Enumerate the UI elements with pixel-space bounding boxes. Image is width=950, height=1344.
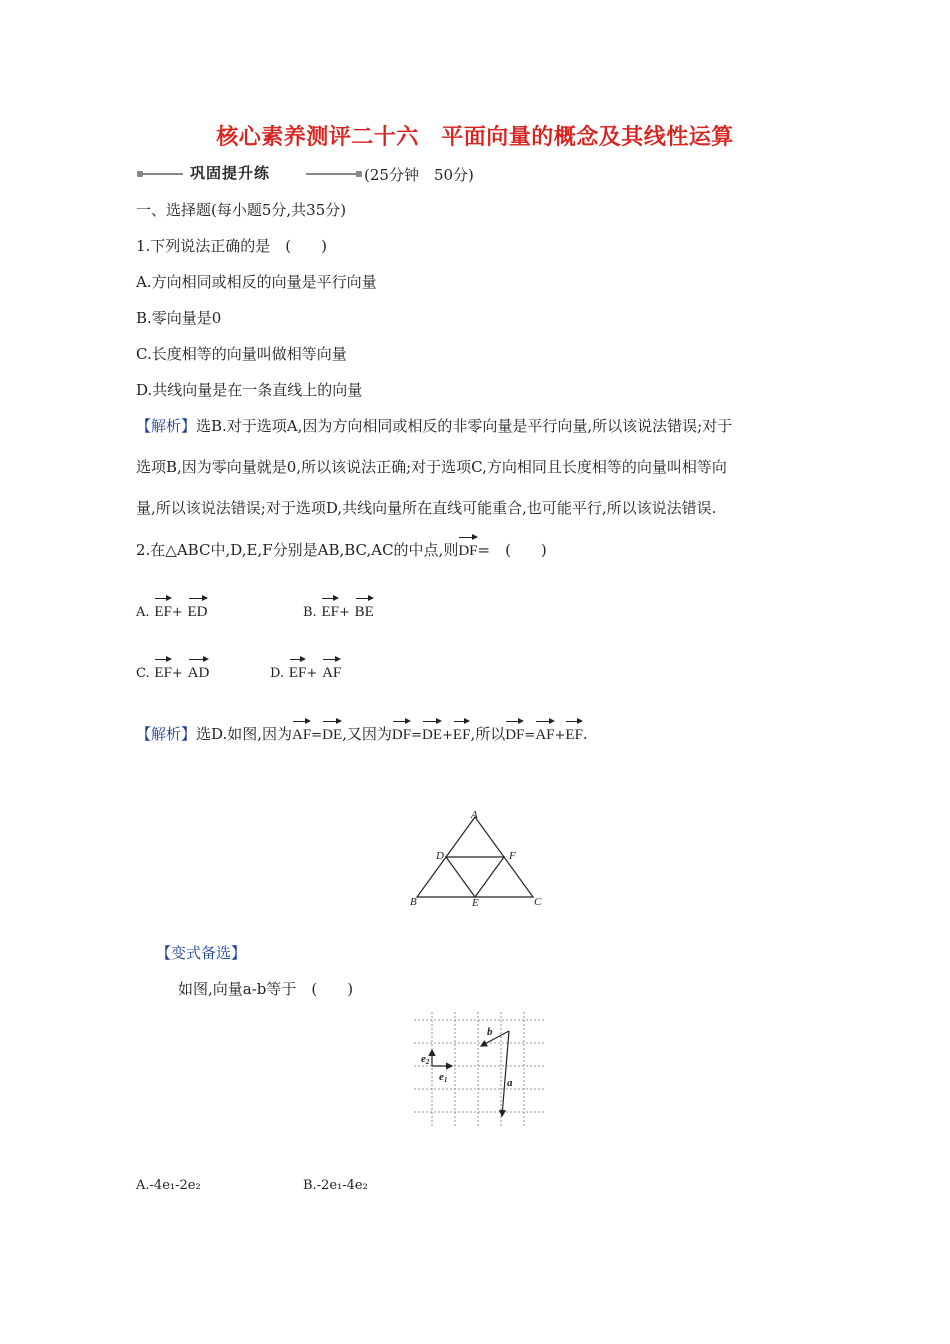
grid-lines bbox=[414, 1012, 546, 1128]
part-heading: 一、选择题(每小题5分,共35分) bbox=[136, 201, 347, 219]
vector-a bbox=[502, 1031, 509, 1116]
q1-option-a: A.方向相同或相反的向量是平行向量 bbox=[136, 273, 377, 291]
svg-text:e2: e2 bbox=[421, 1053, 430, 1066]
heading-ornament-right bbox=[356, 171, 362, 177]
label-a: A bbox=[471, 809, 478, 821]
q1-analysis-line: 选B.对于选项A,因为方向相同或相反的非零向量是平行向量,所以该说法错误;对于 bbox=[196, 417, 733, 435]
q2-stem: 2.在△ABC中,D,E,F分别是AB,BC,AC的中点,则DF= ( ) bbox=[136, 535, 547, 562]
heading-rule-left bbox=[143, 173, 183, 175]
label-a: a bbox=[507, 1077, 513, 1089]
q2-option-c: C. EF+ AD bbox=[136, 657, 209, 685]
vector-label: DF bbox=[458, 535, 477, 562]
heading-rule-right bbox=[306, 173, 356, 175]
label-b: b bbox=[487, 1026, 493, 1038]
label-c: C bbox=[534, 896, 542, 908]
variant-stem: 如图,向量a-b等于 ( ) bbox=[178, 980, 354, 998]
q1-option-b: B.零向量是0 bbox=[136, 309, 222, 327]
variant-option-a: A.-4e₁-2e₂ bbox=[136, 1178, 201, 1193]
label-e: E bbox=[472, 897, 479, 909]
variant-option-b: B.-2e₁-4e₂ bbox=[303, 1178, 368, 1193]
q2-option-b: B. EF+ BE bbox=[303, 596, 374, 624]
triangle-def bbox=[446, 857, 504, 897]
variant-tag: 【变式备选】 bbox=[156, 944, 247, 962]
section-time: (25分钟 50分) bbox=[364, 166, 474, 184]
q2-option-a: A. EF+ ED bbox=[136, 596, 208, 624]
label-b: B bbox=[410, 896, 417, 908]
vector-b bbox=[481, 1031, 509, 1046]
q1-analysis-line: 选项B,因为零向量就是0,所以该说法正确;对于选项C,方向相同且长度相等的向量叫相等向 bbox=[136, 458, 727, 476]
q2-option-d: D. EF+ AF bbox=[270, 657, 341, 685]
q1-option-c: C.长度相等的向量叫做相等向量 bbox=[136, 345, 347, 363]
triangle-figure bbox=[400, 805, 560, 910]
grid-figure bbox=[414, 1012, 550, 1132]
q2-analysis-tag: 【解析】 bbox=[136, 725, 197, 743]
label-d: D bbox=[436, 850, 444, 862]
q1-analysis-tag: 【解析】 bbox=[136, 417, 197, 435]
page-title: 核心素养测评二十六 平面向量的概念及其线性运算 bbox=[216, 125, 734, 150]
q1-option-d: D.共线向量是在一条直线上的向量 bbox=[136, 381, 363, 399]
q1-stem: 1.下列说法正确的是 ( ) bbox=[136, 237, 328, 255]
svg-text:e1: e1 bbox=[439, 1071, 448, 1084]
q2-analysis: 【解析】选D.如图,因为AF=DE,又因为DF=DE+EF,所以DF=AF+EF. bbox=[136, 719, 588, 747]
q1-analysis-line: 量,所以该说法错误;对于选项D,共线向量所在直线可能重合,也可能平行,所以该说法错误. bbox=[136, 499, 717, 517]
section-badge: 巩固提升练 bbox=[190, 164, 271, 182]
label-f: F bbox=[509, 850, 516, 862]
